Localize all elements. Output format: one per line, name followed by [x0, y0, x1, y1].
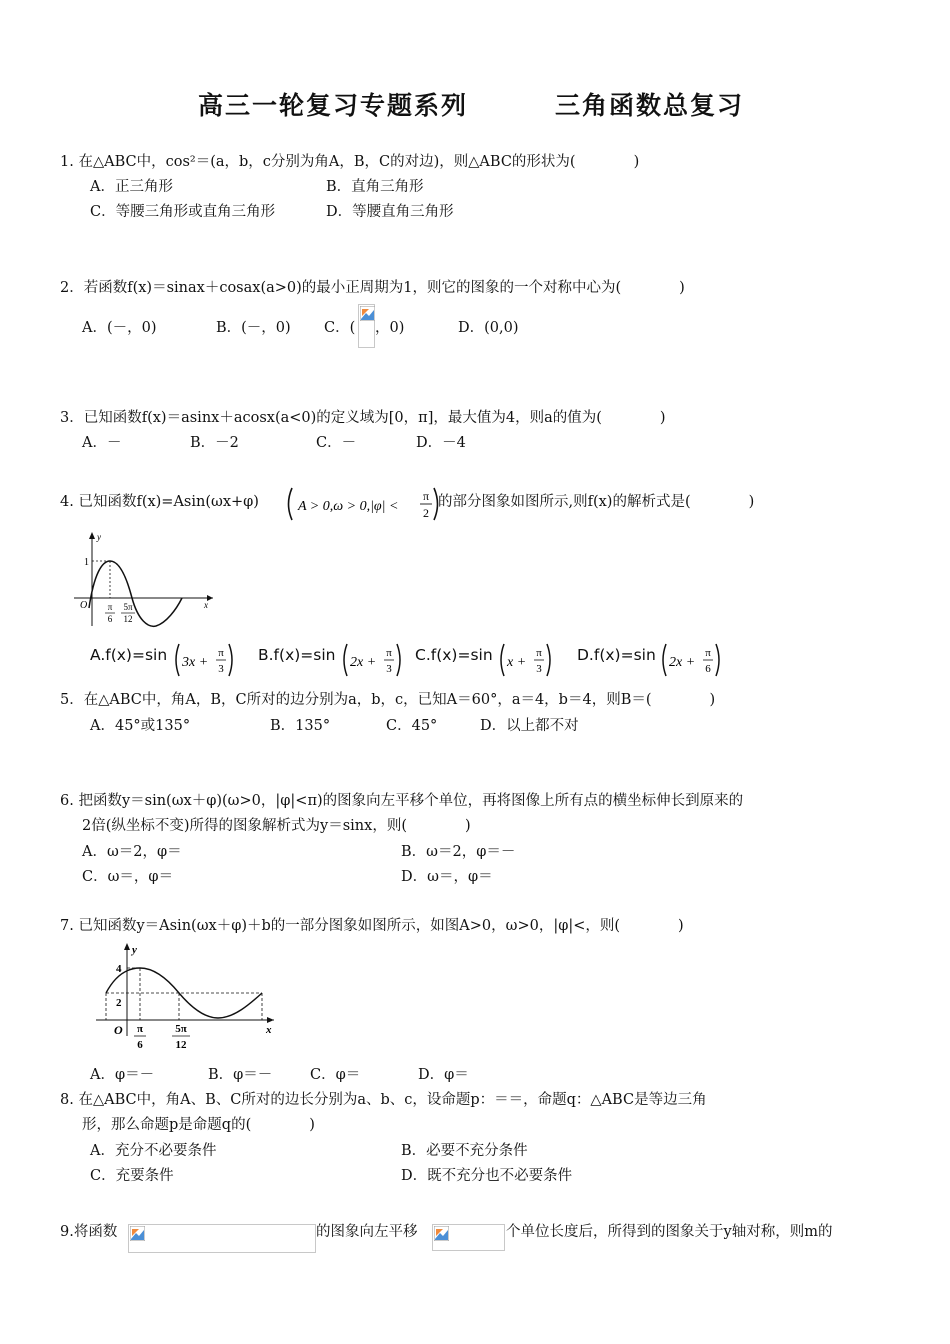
option-b: B．必要不充分条件	[401, 1143, 528, 1159]
question-stem-line2: 2倍(纵坐标不变)所得的图象解析式为y＝sinx，则( )	[82, 818, 471, 834]
question-8	[60, 1088, 707, 1109]
fraction-denominator: 2	[423, 506, 429, 520]
question-stem: 若函数f(x)＝sinax＋cosax(a>0)的最小正周期为1，则它的图象的一个对称中心为( )	[83, 280, 685, 296]
question-stem: 已知函数f(x)=Asin(ωx+φ)	[78, 494, 259, 510]
option-d-expr: 2x +	[669, 655, 696, 670]
fraction-numerator: π	[386, 647, 392, 659]
x-axis-label: x	[204, 600, 208, 610]
option-b-expr: 2x +	[350, 655, 377, 670]
fraction-denominator: 3	[536, 663, 542, 675]
option-b-label: B.f(x)=sin	[258, 646, 336, 664]
option-a: A．－	[82, 435, 122, 451]
question-2	[60, 276, 685, 297]
option-c: C．45°	[386, 718, 438, 734]
question-number: 5．	[60, 692, 84, 708]
question-stem: 已知函数f(x)＝asinx＋acosx(a<0)的定义域为[0，π]，最大值为4，则a的值为( )	[83, 410, 666, 426]
option-a: A．充分不必要条件	[90, 1143, 217, 1159]
question-stem: 把函数y＝sin(ωx＋φ)(ω>0，|φ|<π)的图象向左平移个单位，再将图像上所有点的横坐标伸长到原来的	[78, 793, 744, 809]
option-c-tail: ，0)	[375, 320, 405, 336]
condition-formula	[284, 486, 440, 522]
question-number: 2．	[60, 280, 84, 296]
option-d: D．以上都不对	[480, 718, 579, 734]
question-stem: 在△ABC中，cos²＝(a，b，c分别为角A，B，C的对边)，则△ABC的形状为( )	[78, 154, 640, 170]
title-series: 高三一轮复习专题系列	[198, 91, 469, 120]
y-axis-label: y	[97, 532, 101, 542]
option-c: C．等腰三角形或直角三角形	[90, 204, 276, 220]
tick-label-2: 2	[116, 997, 122, 1009]
option-a-expr: 3x +	[182, 655, 209, 670]
broken-image-icon	[128, 1224, 316, 1253]
condition-text: A > 0,ω > 0,|φ| <	[298, 499, 399, 514]
tick-pi-6-num: π	[136, 1023, 144, 1035]
origin-label: O	[80, 600, 88, 611]
option-c-formula	[498, 642, 554, 678]
option-d: D．－4	[416, 435, 466, 451]
option-b: B．(－，0)	[216, 320, 291, 336]
sine-graph-q7	[92, 940, 282, 1055]
question-4	[60, 490, 259, 511]
question-stem: 将函数	[73, 1224, 118, 1240]
tick-pi-6-num: π	[107, 602, 113, 612]
option-b: B．－2	[190, 435, 239, 451]
question-6	[60, 789, 743, 810]
question-1	[60, 150, 639, 171]
question-stem: 已知函数y＝Asin(ωx＋φ)＋b的一部分图象如图所示，如图A>0，ω>0，|φ|<，则( )	[78, 918, 684, 934]
tick-label-1: 1	[84, 557, 89, 568]
option-c-label: C.f(x)=sin	[415, 646, 493, 664]
option-c: C．(	[324, 320, 356, 336]
sine-graph-q4	[68, 530, 218, 630]
fraction-numerator: π	[218, 647, 224, 659]
option-c: C．ω＝，φ＝	[82, 869, 174, 885]
option-b-formula	[341, 642, 403, 678]
option-b: B．135°	[270, 718, 331, 734]
option-d-label: D.f(x)=sin	[577, 646, 656, 664]
option-d: D．等腰直角三角形	[326, 204, 454, 220]
option-a: A．ω＝2，φ＝	[82, 844, 182, 860]
option-d: D．(0,0)	[458, 320, 519, 336]
option-a: A．(－，0)	[82, 320, 157, 336]
option-a: A．φ＝－	[90, 1067, 155, 1083]
question-number: 6.	[60, 793, 74, 809]
option-d: D．既不充分也不必要条件	[401, 1168, 573, 1184]
question-stem-end: 的部分图象如图所示,则f(x)的解析式是( )	[438, 494, 755, 510]
option-d: D．ω＝，φ＝	[401, 869, 493, 885]
option-c: C．－	[316, 435, 357, 451]
tick-pi-6-den: 6	[107, 614, 113, 624]
y-axis-label: y	[132, 944, 137, 956]
tick-pi-6-den: 6	[137, 1039, 143, 1051]
tick-5pi-12-den: 12	[123, 614, 133, 624]
question-9-part2: 的图象向左平移	[316, 1224, 418, 1240]
question-number: 4.	[60, 494, 74, 510]
fraction-numerator: π	[536, 647, 542, 659]
broken-image-icon	[432, 1224, 505, 1251]
tick-5pi-12-num: 5π	[123, 602, 133, 612]
x-axis-label: x	[266, 1024, 272, 1036]
option-d-formula	[660, 642, 722, 678]
option-c: C．充要条件	[90, 1168, 174, 1184]
fraction-numerator: π	[422, 489, 430, 503]
option-a-label: A.f(x)=sin	[90, 646, 168, 664]
question-number: 9.	[60, 1224, 74, 1240]
question-stem: 在△ABC中，角A、B、C所对的边长分别为a、b、c，设命题p：＝＝，命题q：△ABC是等边三角	[78, 1092, 707, 1108]
question-stem: 在△ABC中，角A，B，C所对的边分别为a，b，c，已知A＝60°，a＝4，b＝4，则B＝( )	[83, 692, 716, 708]
option-a-formula	[173, 642, 235, 678]
title-topic: 三角函数总复习	[555, 91, 745, 120]
tick-5pi-12-den: 12	[175, 1039, 187, 1051]
option-d: D．φ＝	[418, 1067, 469, 1083]
fraction-numerator: π	[705, 647, 711, 659]
option-b: B．φ＝－	[208, 1067, 273, 1083]
option-b: B．直角三角形	[326, 179, 424, 195]
option-a: A．正三角形	[90, 179, 173, 195]
question-5	[60, 688, 715, 709]
tick-5pi-12-num: 5π	[175, 1023, 187, 1035]
fraction-denominator: 6	[705, 663, 711, 675]
option-c: C．φ＝	[310, 1067, 361, 1083]
question-7	[60, 914, 684, 935]
fraction-denominator: 3	[386, 663, 392, 675]
question-number: 3．	[60, 410, 84, 426]
option-c-expr: x +	[507, 655, 527, 670]
tick-label-4: 4	[116, 963, 122, 975]
option-b: B．ω＝2，φ＝－	[401, 844, 516, 860]
fraction-denominator: 3	[218, 663, 224, 675]
question-number: 7.	[60, 918, 74, 934]
question-number: 1.	[60, 154, 74, 170]
question-number: 8.	[60, 1092, 74, 1108]
broken-image-icon	[358, 304, 375, 348]
question-stem-line2: 形，那么命题p是命题q的( )	[82, 1117, 315, 1133]
option-a: A．45°或135°	[90, 718, 191, 734]
question-9-part1	[60, 1220, 117, 1241]
origin-label: O	[114, 1023, 123, 1037]
question-9-part3: 个单位长度后，所得到的图象关于y轴对称，则m的	[506, 1224, 833, 1240]
question-3	[60, 406, 666, 427]
